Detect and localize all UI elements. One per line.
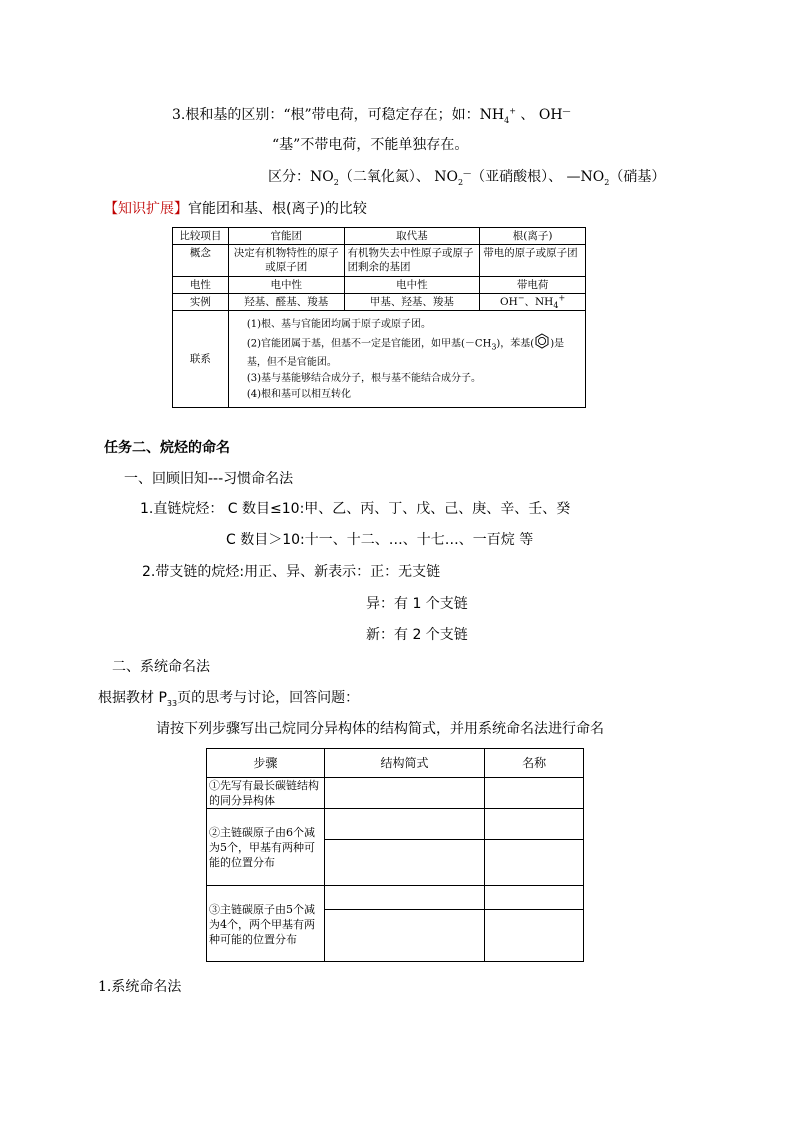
branched-chain-line: 2.带支链的烷烃:用正、异、新表示：正：无支链 (142, 564, 441, 580)
structure-answer-cell[interactable] (324, 910, 485, 962)
relation-2-tail: )是 (550, 338, 565, 350)
no2-sub: 2 (333, 177, 339, 187)
row-label-cell: 概念 (173, 245, 229, 277)
name-answer-cell[interactable] (485, 809, 584, 840)
name-answer-cell[interactable] (485, 910, 584, 962)
carbon-gt10-line: C 数目＞10:十一、十二、…、十七…、一百烷 等 (226, 532, 534, 548)
oh-sup: — (562, 106, 571, 116)
name-answer-cell[interactable] (485, 778, 584, 809)
ch3-sub: 3 (491, 342, 497, 352)
header-cell: 步骤 (207, 749, 325, 778)
knowledge-extension-heading (104, 198, 367, 218)
nitrite-sub: 2 (458, 177, 464, 187)
nh4-ion-sup: + (558, 293, 566, 303)
table-cell (480, 294, 586, 311)
table-row (207, 809, 584, 840)
structure-answer-cell[interactable] (324, 886, 485, 910)
instruction-line: 请按下列步骤写出己烷同分异构体的结构简式，并用系统命名法进行命名 (156, 721, 604, 737)
root-def-text: 3.根和基的区别：“根”带电荷，可稳定存在；如：NH (172, 107, 505, 123)
distinction-line (268, 166, 665, 186)
nitrite-sup: — (463, 168, 472, 178)
header-cell: 比较项目 (173, 228, 229, 245)
table-cell: 带电的原子或原子团 (480, 245, 586, 277)
relation-2-phenyl: )，苯基( (496, 338, 535, 350)
header-cell: 结构简式 (324, 749, 485, 778)
oh-ion-sup: − (517, 293, 525, 303)
header-cell: 官能团 (228, 228, 344, 245)
relation-item: (4)根和基可以相互转化 (246, 389, 352, 400)
table-row (207, 778, 584, 809)
relation-item (247, 333, 581, 355)
nh4-ion-text: 、NH (524, 296, 554, 308)
structure-answer-cell[interactable] (324, 809, 485, 840)
table-cell: 决定有机物特性的原子或原子团 (228, 245, 344, 277)
section-habitual-naming: 一、回顾旧知---习惯命名法 (124, 471, 294, 487)
radical-def-line: “基”不带电荷，不能单独存在。 (272, 137, 469, 153)
relation-item: 基，但不是官能团。 (246, 357, 337, 368)
textbook-reference-line (98, 687, 359, 707)
oh-ion-text: OH (500, 296, 518, 308)
iso-line: 异：有 1 个支链 (366, 596, 468, 612)
table-cell: 羟基、醛基、羧基 (228, 294, 344, 311)
table-cell: 电中性 (344, 277, 480, 294)
knowledge-extension-title: 官能团和基、根(离子)的比较 (188, 201, 367, 217)
root-radical-difference-line (172, 104, 571, 124)
table-row (207, 749, 584, 778)
nitro-sub: 2 (604, 177, 610, 187)
row-label-cell: 实例 (173, 294, 229, 311)
table-row (173, 294, 586, 311)
table-cell: 电中性 (228, 277, 344, 294)
table-row (173, 311, 586, 408)
relation-2-text: (2)官能团属于基，但基不一定是官能团，如甲基(－CH (246, 338, 492, 350)
header-cell: 取代基 (344, 228, 480, 245)
structure-answer-cell[interactable] (324, 840, 485, 886)
header-cell: 名称 (485, 749, 584, 778)
table-row (207, 886, 584, 910)
relation-item: (1)根、基与官能团均属于原子或原子团。 (246, 319, 432, 330)
textbook-ref-tail: 页的思考与讨论，回答问题： (177, 690, 360, 706)
header-cell: 根(离子) (480, 228, 586, 245)
name-answer-cell[interactable] (485, 886, 584, 910)
task2-title: 任务二、烷烃的命名 (104, 440, 230, 456)
table-row (173, 277, 586, 294)
table-cell: 有机物失去中性原子或原子团剩余的基团 (344, 245, 480, 277)
nh4-sub: 4 (504, 115, 510, 125)
hexane-isomer-table (206, 748, 584, 962)
straight-chain-line: 1.直链烷烃： C 数目≤10:甲、乙、丙、丁、戊、己、庚、辛、壬、癸 (140, 501, 571, 517)
step-cell: ③主链碳原子由5个减为4个，两个甲基有两种可能的位置分布 (207, 886, 325, 962)
nh4-ion-sub: 4 (553, 301, 559, 311)
table-row (173, 245, 586, 277)
comparison-table (172, 227, 586, 408)
relation-item: (3)基与基能够结合成分子，根与基不能结合成分子。 (246, 373, 482, 384)
table-cell: 甲基、羟基、羧基 (344, 294, 480, 311)
benzene-ring-icon (534, 333, 550, 355)
section-systematic-naming: 二、系统命名法 (112, 659, 210, 675)
knowledge-extension-label: 【知识扩展】 (104, 201, 188, 217)
step-cell: ②主链碳原子由6个减为5个，甲基有两种可能的位置分布 (207, 809, 325, 886)
row-label-cell: 电性 (173, 277, 229, 294)
nh4-sup: + (509, 106, 516, 116)
step-cell: ①先写有最长碳链结构的同分异构体 (207, 778, 325, 809)
systematic-naming-heading: 1.系统命名法 (98, 979, 182, 995)
nitro-text: （亚硝酸根）、 —NO (471, 169, 605, 185)
name-answer-cell[interactable] (485, 840, 584, 886)
relation-cell (228, 311, 585, 408)
table-row (173, 228, 586, 245)
nitrite-text: （二氧化氮）、 NO (338, 169, 459, 185)
table-cell: 带电荷 (480, 277, 586, 294)
row-label-cell: 联系 (173, 311, 229, 408)
page-number-sub: 33 (166, 698, 178, 708)
structure-answer-cell[interactable] (324, 778, 485, 809)
no2-text: 区分：NO (268, 169, 334, 185)
textbook-ref-text: 根据教材 P (98, 690, 167, 706)
oh-text: 、 OH (515, 107, 563, 123)
nitro-label: （硝基） (609, 169, 666, 185)
neo-line: 新：有 2 个支链 (366, 627, 468, 643)
